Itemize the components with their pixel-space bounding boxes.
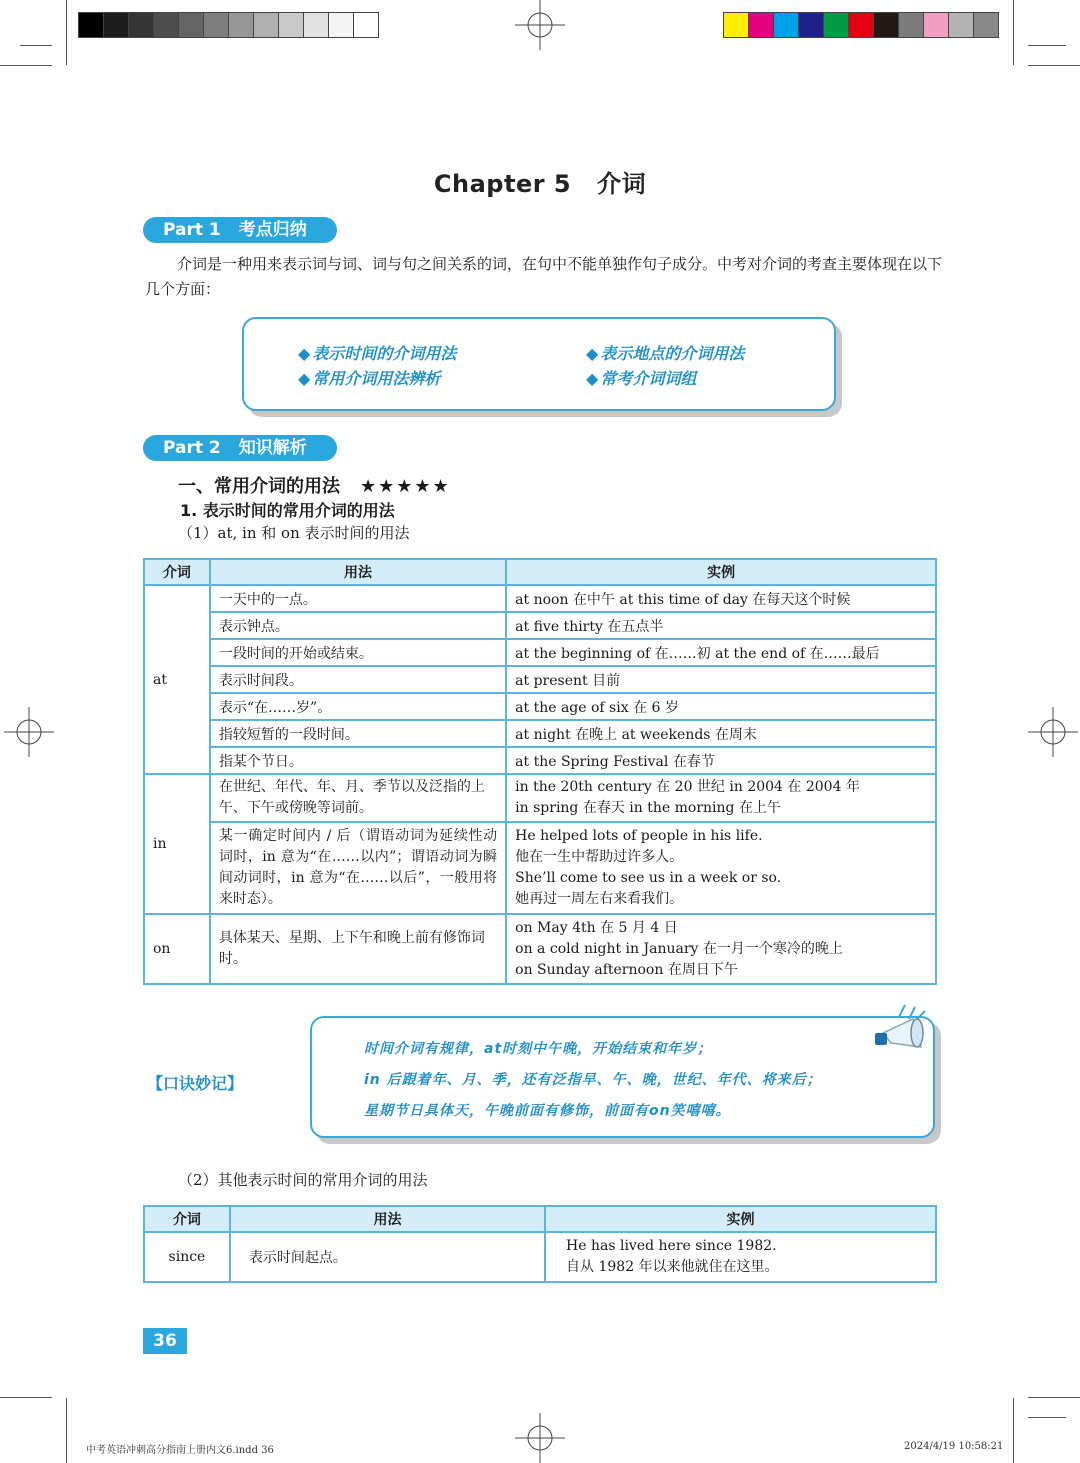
- color-swatch: [724, 13, 749, 37]
- diamond-icon: ◆: [298, 369, 311, 388]
- time-prepositions-table: [143, 558, 937, 985]
- color-swatch: [154, 13, 179, 37]
- color-swatch: [749, 13, 774, 37]
- usage-cell: 具体某天、星期、上下午和晚上前有修饰词时。: [210, 914, 506, 984]
- registration-mark-icon: [1028, 707, 1078, 757]
- intro-paragraph: 介词是一种用来表示词与词、词与句之间关系的词，在句中不能单独作句子成分。中考对介词的考查主要体现在以下几个方面：: [145, 255, 943, 298]
- color-swatch: [824, 13, 849, 37]
- chapter-topic: 介词: [597, 170, 647, 198]
- usage-cell: 一段时间的开始或结束。: [210, 639, 506, 666]
- part1-number: Part 1: [163, 220, 221, 240]
- color-swatch: [104, 13, 129, 37]
- part2-badge: [143, 435, 337, 461]
- usage-cell: 在世纪、年代、年、月、季节以及泛指的上午、下午或傍晚等词前。: [210, 774, 506, 822]
- color-swatch: [949, 13, 974, 37]
- cmyk-color-bar: [723, 12, 999, 38]
- mnemonic-label: 【口诀妙记】: [147, 1074, 244, 1093]
- registration-mark-icon: [515, 0, 565, 50]
- part1-badge: [143, 217, 337, 243]
- topic-item: ◆ 表示地点的介词用法: [586, 344, 745, 363]
- color-swatch: [179, 13, 204, 37]
- crop-mark: [1028, 45, 1066, 46]
- other-time-prepositions-table: [143, 1205, 937, 1283]
- color-swatch: [254, 13, 279, 37]
- table-row: [144, 693, 936, 720]
- usage-cell: 表示“在……岁”。: [210, 693, 506, 720]
- example-cell: on May 4th 在 5 月 4 日 on a cold night in January 在一月一个寒冷的晚上 on Sunday afternoon 在周日下午: [506, 914, 936, 984]
- crop-mark: [66, 1398, 67, 1463]
- chapter-title: [0, 164, 1080, 199]
- example-cell: at five thirty 在五点半: [506, 612, 936, 639]
- star-rating: ★★★★★: [360, 476, 451, 497]
- diamond-icon: ◆: [586, 344, 599, 363]
- crop-mark: [1013, 1398, 1014, 1463]
- usage-cell: 指较短暂的一段时间。: [210, 720, 506, 747]
- usage-cell: 某一确定时间内 / 后（谓语动词为延续性动词时，in 意为“在……以内”；谓语动词为瞬间动词时，in 意为“在……以后”，一般用将来时态）。: [210, 822, 506, 914]
- crop-mark: [1013, 0, 1014, 65]
- example-cell: at the beginning of 在……初 at the end of 在……最后: [506, 639, 936, 666]
- registration-mark-icon: [515, 1413, 565, 1463]
- preposition-cell: at: [144, 585, 210, 774]
- crop-mark: [0, 65, 52, 66]
- mnemonic-line: 星期节日具体天，午晚前面有修饰，前面有on笑嘻嘻。: [364, 1103, 731, 1119]
- color-swatch: [874, 13, 899, 37]
- diamond-icon: ◆: [586, 369, 599, 388]
- usage-cell: 表示时间起点。: [230, 1232, 545, 1282]
- crop-mark: [1028, 1397, 1080, 1398]
- color-swatch: [204, 13, 229, 37]
- chapter-number: Chapter 5: [433, 170, 572, 198]
- table-row: [144, 747, 936, 774]
- color-swatch: [774, 13, 799, 37]
- table-row: [144, 822, 936, 914]
- table-row: [144, 914, 936, 984]
- diamond-icon: ◆: [298, 344, 311, 363]
- preposition-cell: on: [144, 914, 210, 984]
- column-header: 实例: [545, 1206, 936, 1232]
- subsection-subtitle: （2）其他表示时间的常用介词的用法: [178, 1171, 428, 1189]
- section-title: 一、常用介词的用法 ★★★★★: [178, 476, 451, 497]
- column-header: 实例: [506, 559, 936, 585]
- table-row: [144, 639, 936, 666]
- subsection-subtitle: （1）at, in 和 on 表示时间的用法: [178, 524, 410, 542]
- example-cell: at the age of six 在 6 岁: [506, 693, 936, 720]
- topic-item: ◆ 表示时间的介词用法: [298, 344, 457, 363]
- crop-mark: [1028, 1417, 1066, 1418]
- part2-number: Part 2: [163, 438, 221, 458]
- color-swatch: [279, 13, 304, 37]
- usage-cell: 表示钟点。: [210, 612, 506, 639]
- preposition-cell: in: [144, 774, 210, 914]
- color-swatch: [799, 13, 824, 37]
- column-header: 用法: [210, 559, 506, 585]
- table-row: [144, 612, 936, 639]
- footer-filename: 中考英语冲刺高分指南上册内文6.indd 36: [86, 1445, 274, 1456]
- example-cell: at night 在晚上 at weekends 在周末: [506, 720, 936, 747]
- color-swatch: [924, 13, 949, 37]
- example-cell: at noon 在中午 at this time of day 在每天这个时候: [506, 585, 936, 612]
- megaphone-icon: [865, 1003, 935, 1058]
- mnemonic-box: [310, 1016, 935, 1138]
- crop-mark: [66, 0, 67, 65]
- crop-mark: [0, 1397, 52, 1398]
- column-header: 介词: [144, 1206, 230, 1232]
- color-swatch: [849, 13, 874, 37]
- table-row: [144, 666, 936, 693]
- table-header-row: [144, 559, 936, 585]
- grayscale-color-bar: [78, 12, 379, 38]
- part1-label: 考点归纳: [238, 220, 307, 240]
- example-cell: at the Spring Festival 在春节: [506, 747, 936, 774]
- usage-cell: 一天中的一点。: [210, 585, 506, 612]
- usage-cell: 指某个节日。: [210, 747, 506, 774]
- table-row: [144, 585, 936, 612]
- color-swatch: [329, 13, 354, 37]
- color-swatch: [354, 13, 378, 37]
- example-cell: at present 目前: [506, 666, 936, 693]
- topic-item: ◆ 常考介词词组: [586, 369, 697, 388]
- table-header-row: [144, 1206, 936, 1232]
- column-header: 介词: [144, 559, 210, 585]
- preposition-cell: since: [144, 1232, 230, 1282]
- part2-label: 知识解析: [238, 438, 307, 458]
- example-cell: in the 20th century 在 20 世纪 in 2004 在 2004 年 in spring 在春天 in the morning 在上午: [506, 774, 936, 822]
- page-number: 36: [143, 1328, 187, 1354]
- mnemonic-line: 时间介词有规律，at时刻中午晚，开始结束和年岁；: [364, 1041, 713, 1057]
- usage-cell: 表示时间段。: [210, 666, 506, 693]
- registration-mark-icon: [4, 707, 54, 757]
- color-swatch: [229, 13, 254, 37]
- crop-mark: [20, 45, 52, 46]
- color-swatch: [129, 13, 154, 37]
- color-swatch: [79, 13, 104, 37]
- color-swatch: [304, 13, 329, 37]
- subsection-title: 1. 表示时间的常用介词的用法: [180, 501, 395, 520]
- topics-box: [242, 317, 836, 411]
- mnemonic-line: in 后跟着年、月、季，还有泛指早、午、晚，世纪、年代、将来后；: [364, 1072, 822, 1088]
- table-row: [144, 1232, 936, 1282]
- example-cell: He helped lots of people in his life. 他在一生中帮助过许多人。 She’ll come to see us in a week or so. 她再过一周左右来看我们。: [506, 822, 936, 914]
- example-cell: He has lived here since 1982. 自从 1982 年以来他就住在这里。: [545, 1232, 936, 1282]
- color-swatch: [899, 13, 924, 37]
- footer-timestamp: 2024/4/19 10:58:21: [904, 1441, 1004, 1452]
- color-swatch: [974, 13, 998, 37]
- table-row: [144, 720, 936, 747]
- column-header: 用法: [230, 1206, 545, 1232]
- crop-mark: [1028, 65, 1080, 66]
- topic-item: ◆ 常用介词用法辨析: [298, 369, 441, 388]
- table-row: [144, 774, 936, 822]
